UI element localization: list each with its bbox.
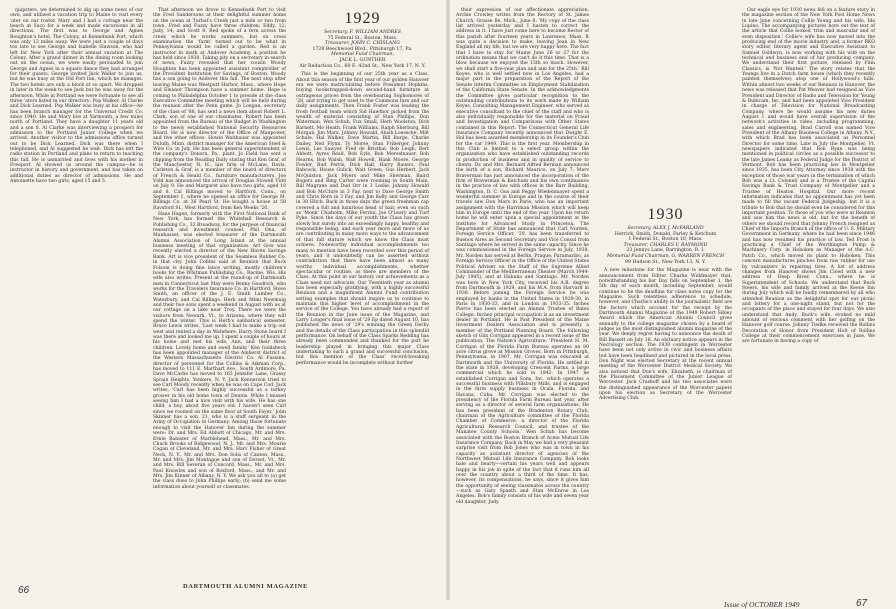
col2-text-2: Hans Hagen, formerly with the First National Bank of New York, has formed the Whitehall Research & Publishing Co., 32 Broadway, for the purpose of financial research and investment counsel. Phil Ona, of Manhasset, was elected treasurer of the Dartmouth Alumni Association of Long Island at the annual business meeting of that organization. Art Gow was recently elected a director of the New Haven Savings Bank. Art is vice president of the Seamless Rubber Co. in that city. John Collins said at Reunion that Buck Folsom is doing fine lance writing, mostly children's books for the Whitman Publishing Co., Racine, Wis. His wife also writes. Present at the round-up of Dartmouth men in Connecticut last May were Benny Goodrich, who works for the Travelers Insurance Co. in Hartford, Steve Smith, an officer of the J. E. Smith Lumber Co., Waterbury, and Cal Billings. Herb and Mimi Newmuig and their two sons spent a weekend in August with us at our cottage on a lake near Troy. There we were the visitors from Newark, Vt., to Arizona, where they will spend the winter. This is Herb's sabbatical semester. Bruce Lewis writes, 'Last week I had to make a trip out west and rented a day in Walwhere. Harry Stone heard I was there and looked me up. I spent a couple of hours at his home and met his wife, Ann, and their three children. Lovely home and swell family.' Ken Goldsbeck has been appointed manager of the Amherst district of the Western Massachusetts Electric Co. Al Fussinu, director of personnel for the Collins & Aikman Corp., has moved to 111 E. Marthart Ave., South Ardmore, Pa. Dave McCarlie has moved to 165 Jennifer Lane, Grassy Sprain Heights, Yonkers, N. Y. Jack Kennerson tried to see Carl Moody recently when he was on Cape Cod. Jack writes, 'Carl has been highly successful as a turkey grower in his old home town of Dennis. While I missed seeing him I had a nice visit with his wife. He has one child, a boy, about five years old. I haven't seen Carl since we roomed on the same floor at South Fayer.' John Skinner has a son, 21, who is a staff sergeant in the Army of Occupation in Germany. Among those fortunate enough to visit the Hanover Inn during the summer were: Dr. and Mrs. Ed Abbott of Chicago, Mr. and Mrs. Ernie Banister of Marblehead, Mass., Mr. and Mrs. Chuck Brooks of Ridgewood, N. J., Mr. and Mrs. Mourie Cogan of Cleveland, Mr. and Mrs. Harv Fisher of Great Neck, N. Y., Mr. and Mrs. Don Solis of Canton, Mass., Mr. and Mrs. Jim Montague and son of Dorset, Vt., Mr. and Mrs. Bill Severan of Concord, Mass., Mr. and Mrs. Paul Knowles and son of Boxford, Mass., and Mr. and Mrs. Jim Kinner of Albany, N. Y. We ask you all to (a) get the class dues to John Phillips early; (b) send me some information about yourself or classmates. bbox=[153, 212, 286, 490]
column-6 bbox=[742, 8, 875, 346]
col3-text: This is the beginning of our 25th year as a Class. About this season of the first year of our golden Hanover era we were matriculating before President Hopkins, buying bookstrapped-down second-hand furniture at outrageous prices from the overbearing Sophomores of '28, and trying to get used to the Commons fare and our daily assignments. Then Frank Foster was leading the frosh football team which Sid Hawthor picked from the wealth of material consisting of Stan Phillips, Don Waterman, Wen Schuh, Fux Small, Herb Woolston, Dick Barnett, Mo Heath, Frank Williams, Ralph Sherburg, Bill Morgan, Jim Marx, Johnny Howald, Alush Loesecke, Milt Schule, Hal Walker, Dave Martin, Bill Burge, Charlie Dailey, Ned Flynn, Ty Morse, Stan Friberger, Johnny Lewis, Les Sawyer, Fred de Bristhal, Bob Leigh, Bert Abbott, Ayres Read, Bob Eyle, Bob Merselnauer, Bob Hearns, Bob Walsh, Walt Howell, Hank Moore, George Fowler, Bud Ferris, Dick Hall, Harry Bauers, Paul Babcock, House Gulick, Walt Green, Gus Herbert, Jack McQuiston, Jack Myers and Mike Sherman. Baird Rogers and Bing Carter were rooming in South Main. Bill Magrane and Dud Orr in 3 Leslie, Johnny Howald and Bob McClure in 3 Fay, next to Dave George Smith and Chris Born in 3 Fay, and Jim Kelly and George Carr in 38 Hitch. Back in those days the green freshman cap covered a full and luxurious head of hair, even on such as 'Monk' Chisholm, Mike Ferrini, Joe O'Leary and Turf Pyke. Since the days of our youth the Class has grown slowly but surely into an exceedingly happy, healthy and responsible being, and each year more and more of us are contributing in many more ways to the advancement of that full stature which we know the Class must achieve. Noteworthy individual accomplishments too many to mention have been recorded over this period of years, and it undoubtedly can be asserted without contradiction that there have been almost as many worthy individual accomplishments, whether spectacular or routine, as there are members of the Class. At this point in our history our achievements as a Class need not advocate. Our Twentieth year as alumni has been especially gratifying, with a highly successful Reunion and a magnificent Alumni Fund contribution setting examples that should inspire us to continue to maintain this higher level of accomplishment in the service of the College. You have already had a report of the Reunion in the June issue of the Magazine, and Larry Longer's final issue of '29 Ep dated August 10, has published the news of '29's winning the Green Derby and the details of the Class participation in this splendid performance. On behalf of the Class Sparks Redding has already been commended and thanked for the part he leadership played in bringing this major Class undertaking to such a grand and successful conclusion, but this mention of the Class' record-breaking performance would be incomplete without further bbox=[296, 72, 429, 366]
column-5 bbox=[599, 8, 732, 403]
memorial-name: JACK L. GUNTHER bbox=[339, 57, 386, 63]
col6-text: Our eagle eye for 1930 news fell on a feature story in the magazine section of the New York Post Home News in late June concerning Collie Young and his wife, Ida Lupino. The accompanying pictures bore out the text of the article that Collie looked 'trim and muscular and of even disposition.' Collie's wife has now moved into the producing end of the movie industry and, a former RKO story editor, literary agent and Executive Assistant to Samuel Goldwyn, is now working with his wife on the technical and business end of her producing company. We understand their first picture, released by Film Classics, is 'Not Wanted.' The story relates that the Youngs live in a Dutch farm house (which they recently painted themselves) atop one of Hollywood's hills. Within almost two weeks of our Reunion in Hanover, the news was released that Pat Weaver had resigned as Vice President and Director of Radio and Television for Young & Rubicam, Inc. and had been appointed Vice President in charge of Television for National Broadcasting Company, where he would assume his new duties August 1 and would have overall supervision of the network's activities in video, including programming, sales and engineering. Brad Carroll was named Vice President of the Albany Business College in Albany, N.Y., with which Brad has been associated as Personnel Director for some time. Late in July the Montpelier, Vt. newspapers indicated that Bob Ryan was being mentioned in political circles as a possible successor to the late James Leamy as Federal Judge for the District of Vermont. Bob has been practicing law in Montpelier since 1935, has been City Attorney since 1938 with the exception of those war years in the termination of which Bob was a Lt. Colonel) and is a Trustee of the Capital Savings Bank & Trust Company of Montpelier and a Trustee of Heaton Hospital. Our more recent information indicates that no appointment has yet been made to fill the vacant Federal Judgeship, but it is a tribute to Bob that he should even be considered for this important position. To those of you who were at Reunion and saw him the news is old, but for the benefit of others we should record that Johnny French resigned as Chief of the Imports Branch of the office of U. S. Military Government in Germany, where he had been since 1946 and has now resumed his practice of law. Ted Frost is practicing a Chief of the Worthington Pump & Machinery Corp. in Hoboken as Manager of the A.C. Patch Co., which moved its plant to Hoboken. This concern manufactures pinches from raw rubber for use by vulcanizers in repairing tires. A list of address changes from Hanover shows Jim Cloed with a new address of Deep River, Conn., where he is Superintendent of Schools. We understand that Buck Steers, his wife and family arrived at the Keene Inn during July which will be fondly remembered by all who attended Reunion as the delightful spot for our picnic and lottery for a one-night stand, but not for the occupants of the place and stayed for four days. We also understand that Andy, Buck's wife, evoked no mild amount of envious comment with her golfing on the Hanover golf course. Johnny Tiedke received the Rollins Decoration of Honor from President Holt of Rollins College at their commencement exercises in June. We are fortunate in having a copy of bbox=[742, 8, 875, 345]
treasurer-address-1930: 23 Jennys Lane, Barrington, R. I. bbox=[626, 248, 705, 254]
column-1 bbox=[10, 8, 143, 185]
column-4 bbox=[456, 8, 589, 506]
treasurer-line: Treasurer, JOHN C. CHISLANG bbox=[325, 41, 400, 47]
memorial-line: Memorial Fund Chairman, bbox=[330, 52, 395, 58]
col4-text: their expression of our affectionate appreciation. Archie Crowley writes from the Rectory of St. James Church, Grosse Ile, Mich., June 8: 'My copy of the class list arrived yesterday and I hasten to correct the address in it. I have just come here to become Rector of this parish after fourteen years in Lawrence, Mass. It was quite a decision to make, leaving Jean in New England all my life, but we are very happy here. The fact that I have to stay for Maine June 26 or 27 for the ordination means that we can't do it this time. That is a blow because we enjoyed the 15th so much. However, we shall start a five-year plan and aim for the 25th.' Bill Keyes, who is well settled now in Los Angeles, had a major part in the preparation of the Report of the Senate Interim Committee on Employment Stabilization of the California State Senate. In the acknowledgments the Committee gives particular recognition to the outstanding contributions to its work made by William Keyes, Consulting Management Engineer, who served as executive consultant to the chief of the staff and who is also individually responsible for the material on Fraud and Investigation and Comparisons with Other States contained in this Report. The Connecticut General Life Insurance Company recently announced that Dwight E. Hol has been awarded membership in its Founder's Club for the car 1949. This is the first year. Membership in this Club is limited to a select group within the organization who have established outstanding records in production of business and in quality of service to clients. Dr. and Mrs. Bernard Alfred Berman announced the birth of a son, Richard Maurice, on July 7. Marv Braverman has just announced the incorporation of the firm of Braverman & Ketchum and his own continuance in the practice of law with offices in the Barr Building, Washington, D. C. Gus and Peggy Wiedenmayer spent a wonderful summer in Europe and in the course of their travels saw Don Marx in Paris, who has an important assignment with the Harriman Mission which will keep him in Europe until the end of the year. Upon his return home he will enter upon a special appointment at the Institute for Advanced Study in Princeton. The Department of State has announced that Carl Norden, Foreign Service Officer, '29, has been transferred to Buenos Aires as Second Secretary and Vice Consul from Santiago where he served in the same capacity. Since he was commissioned in the Foreign Service in July, 1938, Mr. Norden has served at Berlin, Prague, Paramaribo, as Foreign Service Officer in the Office of the United States Political Adviser on the Staff of the Supreme Allied Commander of the Mediterranean Theater (March 1944-July 1945), and at Habana and Santiago. Mr. Norden was born in New York City, received his A.B. degree from Dartmouth in 1929, and his M.A. from Harvard in 1938. Before joining the Foreign Service he was employed by banks in the United States in 1929-30, in Paris in 1930-33, and in London in 1933-35. Inches Pierce has been elected an Alumni Trustee of Bates College. Inchez principal occupation is as an investment dealer in Portland. He is Past President of the Maine Investment Dealers Association and is presently a member of the Portland Planning Board. The following sketch of Glin Corrigan appeared in a recent issue of the publication, The Nation's Agriculture: 'President H. M. Corrigan of the Florida Farm Bureau operates an 80 acre citrus grove at Mission Groves. Born in Pittsburgh, Pennsylvania, in 1907, Mr. Corrigan was educated at Dartmouth and the University of Florida. He settled in the state in 1928, developing Crescent Farms, a large commercial which he sold in 1942. In 1947 he established Corrigan and Sons, Inc. which operates a successful business with Pillsbury Mills, and is engaged in the farm supply business in Ocala, Florida, and Havana, Cuba. Mr. Corrigan was elected to the presidency of the Florida Farm Bureau last year, after serving as a director of several farm organizations. He has been president of the Bradenton Rotary Club, chairman of the Agriculture committee of the Florida Chamber of Commerce, a director of the Florida Agricultural Research Council, and trustee of the Manatee County Schools.' Wen Schuh has become associated with the Boston Branch of Acme Mutual Life Insurance Company. Back in May we had a very pleasant surprise visit from Bob Jones who was in town in his capacity as assistant director of agencies of the Northwest Mutual Life Insurance Company. Bob looks hale and hearty—certain his years well and appears happy in his job in spite of the fact that it runs him all over the country about a third of the time. It has, however, its compensations, he says, since it gives him the opportunity of seeing classmates across the country—such as Gary Spaeth and Stan McEnroe in Los Angeles. Bob's family consists of his wife and seven year old daughter, Judy. bbox=[456, 8, 589, 505]
secretary-address: 75 Federal St., Boston, Mass. bbox=[327, 35, 398, 41]
memorial-address: Air Reduction Co., 60 E. 42nd St., New York 17, N. Y. bbox=[299, 63, 426, 69]
secretary-address-1930: 1 Federal St., Boston 10, Mass. bbox=[628, 237, 703, 243]
treasurer-address: 1728 Beechwood Blvd., Pittsburgh 17, Pa. bbox=[312, 46, 413, 52]
class-1930-header bbox=[599, 206, 732, 265]
page-number-left: 66 bbox=[18, 585, 30, 596]
class-year-1930: 1930 bbox=[647, 206, 684, 223]
left-footer bbox=[18, 580, 438, 598]
class-year-1929: 1929 bbox=[344, 10, 381, 27]
secretary-line: Secretary, F. WILLIAM ANDRES bbox=[324, 30, 401, 35]
memorial-address-1930: 99 Hudson St., New York 13, N. Y. bbox=[624, 259, 707, 265]
class-1929-header bbox=[296, 10, 429, 69]
left-page bbox=[0, 0, 448, 600]
right-page bbox=[448, 0, 896, 609]
col5-text: A new milestone for the Magazine is near with the announcement from Editor Charlie Widdmayer that, notwithstanding his bar Day falls on September 1, the 5th day of each month, including September, would continue to be the deadline for class notes copy for the Magazine. Such relentless adherence to schedule, however, and Charlie's ability in the journalistic field are the factors which account for the receipt by the Dartmouth Alumni Magazine of the 1949 Robert Sibley Award which the American Alumni Council gives annually to the college magazine chosen by a board of judges as the most distinguished alumni magazine of the year. We deeply regret having to announce the death of Bill Bassett on July 18. An obituary notice appears in the Necrology section. The 1930 contingent in Worcester have been not only active in civic and business affairs but have been headlined and pictured in the local press. Don Night was elected Secretary at the recent annual meeting of the Worcester District Medical Society. We also noticed that Don's wife, Elizabeth, is chairman of the Placement Committee of the Junior League of Worcester. Jack Crashoff and his two associates were the distinguished appearance of the Worcester papers upon his election as Secretary of the Worcester Advertising Club. bbox=[599, 268, 732, 402]
col2-text: That afternoon we drove to Kennebunk Port to visit the Fred Sandersons at their delightful summer home on the ocean at Turbat's Creek just a mile or two from town. Fred and Fuzzy have three children; Eddy, 12; Judy, 14; and Scott 8. Red spoke of a fern across the creek which he works summers, but on cross examination the 'farm' turned out to be what in Pennsylvania would be called a garden. Red is an instructor in math at Andover Academy, a position he has held since 1938. Taking pity on a secretary in search of news, Fuzzy revealed that her cousin Woody Houghton has been appointed assistant comptroller of the Provident Institution for Savings, of Boston. Woody has a son going to Andover this fall. The next stop after leaving Maine was Westport Harbor, Mass., where Hope and Eleanor Thompson have a summer home. Hope is coming to Philadelphia October 1 to preside at the class Executive Committee meeting which will be held during the reunion after the Penn game. Jo Longan, secretary of the class of '88, has sent a news item about Robert L. Clark, son of one of our classmates. Robert has been appointed from the Bureau of the Budget in Washington to the newly established National Security Resources Board. He is now director of the Office of Manpower, and five other offices. Howie Waithauer was appointed Duluth, Minn. district manager for the American Steel & Wire Co. in July. He has been general superintendent of the company's Donora, Pa., plant. Jo Field has sent a clipping from the Reading Daily stating that Ken Graf, of the Manchester, N. H., law firm of McLane, Davis, Carleton & Graf, is a member of the board of directors of French & Heald Co., furniture manufacturers. Joe Vidd has announced the arrival of Douglas Stowell Vidd on July 9. He and Margaret also have two girls, aged 10 and 8. Cal Billings moved to Hartford, Conn., on September 1, where he opened an office for George M. Billings Co. at 36 Pearl St. He bought a house at 58 Ravsford St., West Hartford, from Ken Weeks '26. bbox=[153, 8, 286, 211]
column-2 bbox=[153, 8, 286, 491]
page-number-right: 67 bbox=[856, 598, 868, 609]
col1-text: quipsters, we determined to dig up some news of our own, and utilized a vacation trip to Maine to visit every 'ater on our roster. Mary and I had a cottage near the beach at Saco for a week and made excursions in all directions. The first was to George and Agnes Boughton's hotel, The Colony, at Kennebunk Port, which was only 13 miles away. We were just a couple of days too late to see George and Isabelle Slawson, who had left for New York after their annual vacation at The Colony. After a grand dinner in the dining room looking out on the ocean, we were easily persuaded to join George and Agnes in a square dance they had arranged for their guests. George invited Jack Waller to join us, but he was busy at the Old Fort Inn, which he manages. The two hotels are only a block or so apart. We dropped in later in the week to see Jack but he was away for the afternoon. While in Portland we were fortunate to see all three 'ators listed in our directory: Pop Walker, Al Clarke and Dick Learned. Pop Walker was busy at his office—he has been branch manager for the Universal Credit Co. since 1940. He and Mary live at Yarmouth, a few miles north of Portland. They have a daughter 11 years old and a son 8. Al Clarke was interviewing a prospect for admission to the Portland Junior College when we arrived. Another visitor to the admissions office turned out to be Dick Learned. Dick was there when I telephoned, and Al suggested he wait. Dick has left the radio station in Portland and plans to return to teaching this fall. He is unmarried and lives with his mother in Freeport. Al showed us around the campus—he is instructor in history and government, and has taken on additional duties as director of admissions. He and Antoinette have two girls, aged 15 and 5. bbox=[10, 8, 143, 184]
secretary-line-1930: Secretary, ALEX J. McFARLAND bbox=[627, 226, 704, 231]
magazine-title: DARTMOUTH ALUMNI MAGAZINE bbox=[183, 583, 308, 590]
issue-label: Issue of OCTOBER 1949 bbox=[724, 600, 800, 609]
memorial-line-1930: Memorial Fund Chairman, G. WARREN FRENCH bbox=[606, 253, 725, 259]
treasurer-line-1930: Treasurer, CHARLES V. RAYMOND bbox=[623, 242, 708, 248]
secretary-firm-1930: Herrick, Smith, Donald, Farley & Ketchum bbox=[614, 231, 717, 237]
column-3 bbox=[296, 8, 429, 367]
